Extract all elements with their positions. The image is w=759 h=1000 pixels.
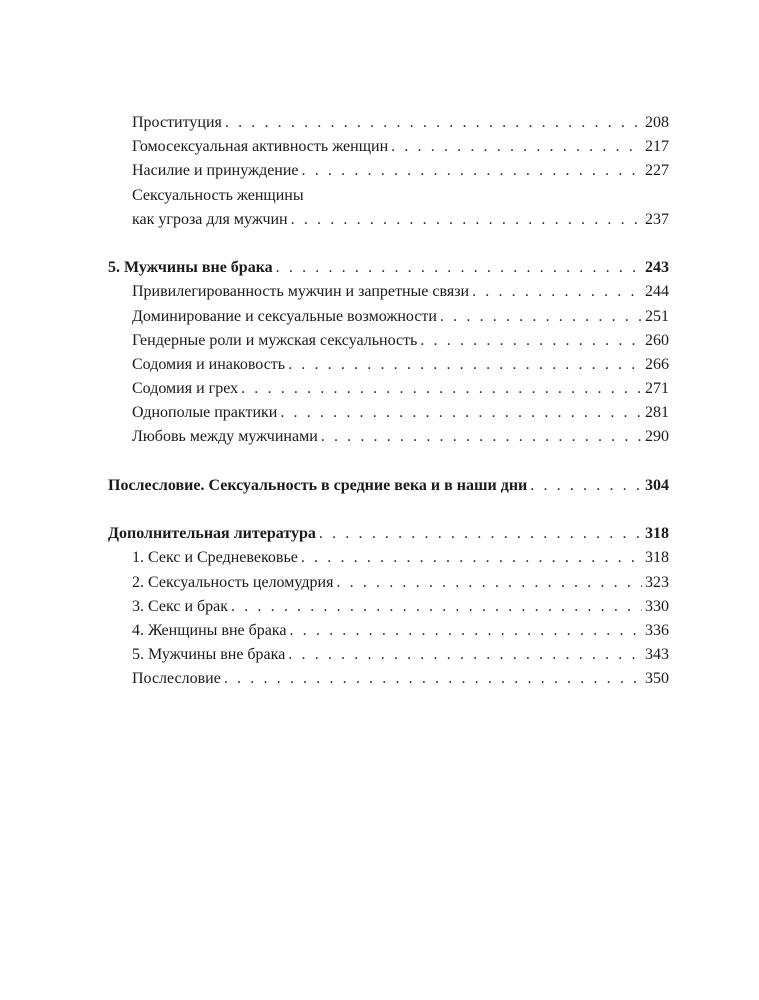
toc-chapter[interactable] [108, 474, 669, 498]
toc-entry[interactable] [108, 329, 669, 353]
toc-entry[interactable] [108, 353, 669, 377]
toc-entry-title: Гендерные роли и мужская сексуальность [132, 331, 418, 349]
dot-leader [276, 256, 642, 280]
toc-entry-title: Привилегированность мужчин и запретные связи [132, 283, 470, 301]
toc-entry[interactable] [108, 159, 669, 183]
toc-entry-page: 251 [645, 307, 669, 325]
dot-leader [420, 329, 642, 353]
toc-entry-page: 244 [645, 283, 669, 301]
dot-leader [289, 619, 642, 643]
toc-entry[interactable] [108, 595, 669, 619]
toc-entry[interactable] [108, 135, 669, 159]
toc-entry-title: 1. Секс и Средневековье [132, 549, 298, 567]
toc-entry-title-line1[interactable]: Сексуальность женщины [132, 186, 304, 204]
toc-entry[interactable] [108, 571, 669, 595]
toc-entry-title: Проституция [132, 114, 222, 131]
dot-leader [440, 305, 642, 329]
toc-entry-title: 4. Женщины вне брака [132, 621, 287, 639]
section-spacer [108, 232, 669, 256]
toc-entry[interactable] [108, 208, 669, 232]
dot-leader [472, 280, 642, 304]
dot-leader [224, 667, 642, 691]
toc-entry-title: 2. Сексуальность целомудрия [132, 573, 334, 591]
dot-leader [321, 425, 642, 449]
toc-entry-page: 260 [645, 331, 669, 349]
toc-chapter-page: 304 [645, 476, 669, 494]
toc-entry-page: 227 [645, 162, 669, 180]
toc-entry-page: 266 [645, 355, 669, 373]
toc-entry-page: 343 [645, 646, 669, 664]
toc-chapter-page: 243 [645, 259, 669, 277]
toc-entry-title: Содомия и грех [132, 380, 239, 398]
toc-chapter[interactable] [108, 256, 669, 280]
toc-entry[interactable] [108, 111, 669, 135]
toc-entry-page: 330 [645, 597, 669, 615]
toc-entry-page: 281 [645, 404, 669, 422]
toc-entry[interactable] [108, 305, 669, 329]
toc-entry-title: 3. Секс и брак [132, 597, 229, 615]
dot-leader [291, 208, 642, 232]
toc-entry-page: 350 [645, 670, 669, 688]
toc-entry[interactable] [108, 667, 669, 691]
toc-entry-page: 237 [645, 210, 669, 228]
toc-chapter-page: 318 [645, 525, 669, 543]
toc-entry-title: Насилие и принуждение [132, 162, 299, 180]
dot-leader [288, 353, 642, 377]
toc-entry-title: Любовь между мужчинами [132, 428, 318, 446]
dot-leader [302, 159, 642, 183]
toc-entry-title-line2: как угроза для мужчин [132, 210, 288, 228]
toc-entry-title: Послесловие [132, 670, 221, 688]
toc-entry-title: Однополые практики [132, 404, 278, 422]
toc-entry[interactable] [108, 377, 669, 401]
toc-chapter-title: Послесловие. Сексуальность в средние века и в наши дни [108, 476, 528, 494]
table-of-contents [108, 111, 669, 692]
section-spacer [108, 498, 669, 522]
dot-leader [391, 135, 642, 159]
dot-leader [301, 546, 642, 570]
dot-leader [280, 401, 642, 425]
toc-entry[interactable] [108, 401, 669, 425]
toc-entry-title: Содомия и инаковость [132, 355, 286, 373]
dot-leader [319, 522, 642, 546]
toc-chapter[interactable] [108, 522, 669, 546]
toc-entry-page: 208 [645, 114, 669, 131]
toc-chapter-title: 5. Мужчины вне брака [108, 259, 273, 277]
dot-leader [288, 643, 642, 667]
toc-entry-page: 271 [645, 380, 669, 398]
dot-leader [225, 111, 642, 135]
toc-entry-page: 336 [645, 621, 669, 639]
toc-entry-page: 318 [645, 549, 669, 567]
toc-entry-page: 290 [645, 428, 669, 446]
dot-leader [530, 474, 642, 498]
dot-leader [231, 595, 642, 619]
toc-entry-page: 217 [645, 138, 669, 156]
toc-entry-page: 323 [645, 573, 669, 591]
toc-entry[interactable] [108, 643, 669, 667]
toc-entry-title: 5. Мужчины вне брака [132, 646, 286, 664]
toc-entry[interactable] [108, 280, 669, 304]
toc-entry[interactable] [108, 425, 669, 449]
dot-leader [336, 571, 642, 595]
dot-leader [241, 377, 642, 401]
toc-entry-title: Гомосексуальная активность женщин [132, 138, 389, 156]
section-spacer [108, 450, 669, 474]
toc-entry[interactable] [108, 619, 669, 643]
toc-entry-title: Доминирование и сексуальные возможности [132, 307, 437, 325]
toc-entry[interactable] [108, 546, 669, 570]
toc-chapter-title: Дополнительная литература [108, 525, 316, 543]
